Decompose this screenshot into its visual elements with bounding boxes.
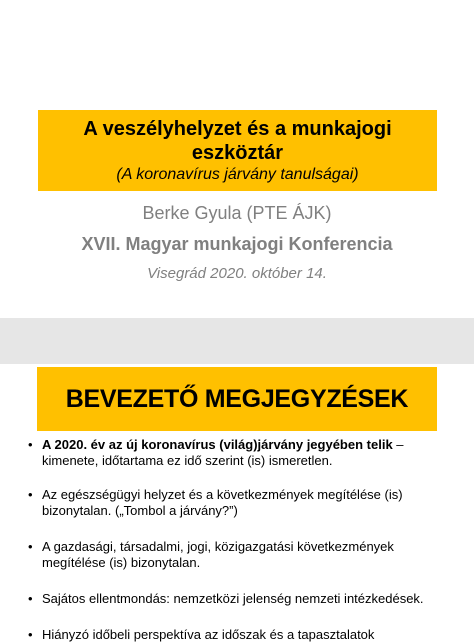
intro-slide — [0, 364, 474, 642]
title-slide — [0, 0, 474, 318]
bullet-text: Sajátos ellentmondás: nemzetközi jelenség nemzeti intézkedések. — [42, 591, 424, 606]
bullet-item — [26, 437, 446, 469]
bullet-list — [26, 437, 446, 643]
slide-title-line1: A veszélyhelyzet és a munkajogi — [83, 118, 392, 140]
bullet-icon: • — [28, 487, 33, 502]
conference-name: XVII. Magyar munkajogi Konferencia — [81, 234, 393, 254]
bullet-icon: • — [28, 539, 33, 554]
bullet-text: Hiányzó időbeli perspektíva az időszak és a tapasztalatok — [42, 627, 375, 642]
intro-title: BEVEZETŐ MEGJEGYZÉSEK — [65, 384, 409, 413]
bullet-text: – kimenete, időtartama ez idő szerint (is) ismeretlen. — [42, 437, 404, 468]
bullet-icon: • — [28, 591, 33, 606]
bullet-item — [26, 591, 446, 607]
bullet-item — [26, 627, 446, 643]
bullet-icon: • — [28, 627, 33, 642]
bullet-text: Az egészségügyi helyzet és a következmények megítélése (is) bizonytalan. („Tombol a járvány?”) — [42, 487, 403, 518]
place-date: Visegrád 2020. október 14. — [147, 265, 327, 282]
bullet-item — [26, 487, 446, 519]
intro-title-banner — [37, 367, 437, 431]
slide-title — [38, 117, 437, 165]
bullet-text: A gazdasági, társadalmi, jogi, közigazgatási következmények megítélése (is) bizonytalan. — [42, 539, 394, 570]
bullet-icon: • — [28, 437, 33, 452]
author-line: Berke Gyula (PTE ÁJK) — [142, 203, 332, 223]
bullet-text-bold: A 2020. év az új koronavírus (világ)járvány jegyében telik — [42, 437, 393, 452]
slide-subtitle: (A koronavírus járvány tanulságai) — [116, 166, 359, 183]
slide-title-line2: eszköztár — [191, 142, 284, 164]
slide-separator — [0, 318, 474, 364]
title-banner — [38, 110, 437, 191]
bullet-item — [26, 539, 446, 571]
